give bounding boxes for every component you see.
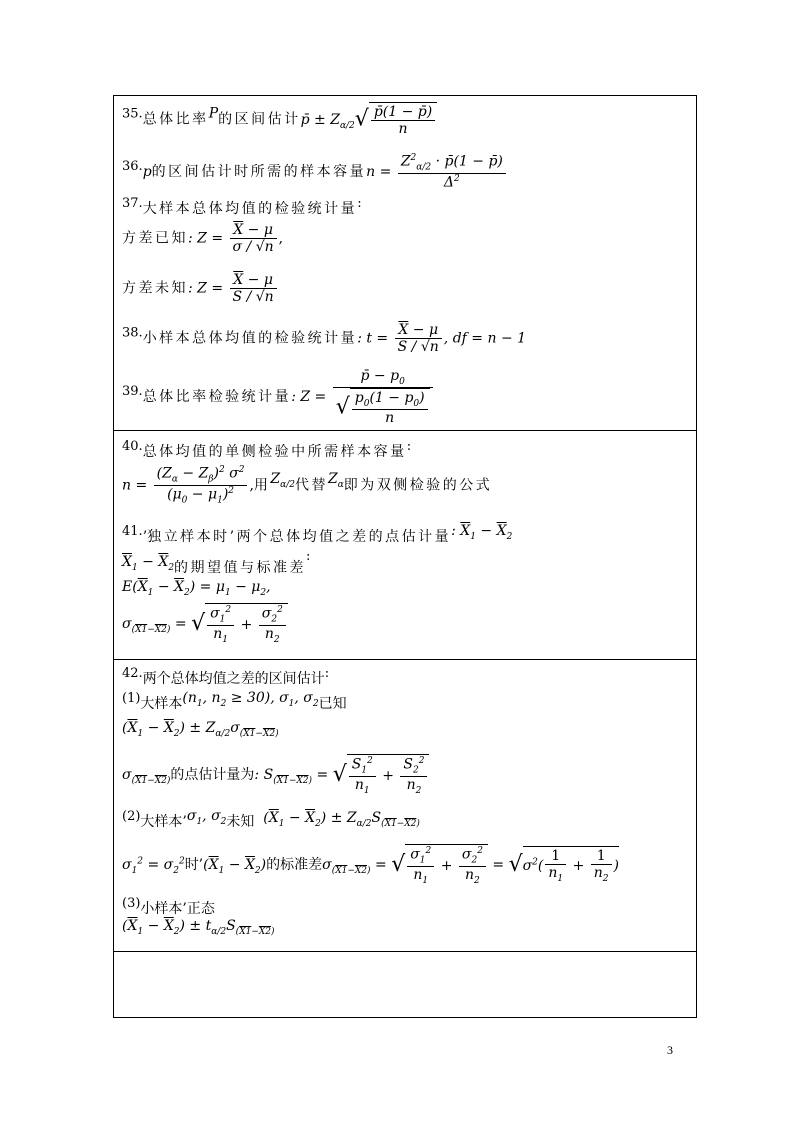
item-42-3-formula: $(\overline{X}_1 - \overline{X}_2) \pm t_{\alpha/2}S_{(X1-X2)}$	[122, 918, 275, 937]
item-41-expect: $\overline{X}_1 - \overline{X}_2$的期望值与标准差:	[122, 549, 311, 576]
table-cell-1	[113, 95, 697, 431]
item-40: 40.总体均值的单侧检验中所需样本容量:	[122, 439, 412, 460]
item-39: 39.总体比率检验统计量: Z = p̄ − $p_0$ √ $\frac{p_0(1 - p_0)}{n}$	[122, 368, 435, 426]
item-42-2: (2)大样本$’\sigma_1$, $\sigma_2$未知 $(\overline{X}_1 - \overline{X}_2) \pm Z_{\alpha/2}S_{(X1-X2)}$	[122, 808, 420, 830]
item-41-sigma: $\sigma_{(X1-X2)}$ = √ $\frac{\sigma_1^2}{n_1}$ + $\frac{\sigma_2^2}{n_2}$	[122, 603, 288, 645]
item-40-formula: n = $\frac{(Z_\alpha - Z_\beta)^2 \sigma^2}{(\mu_0 - \mu_1)^2}$ ,用$Z_{\alpha/2}$代替$Z_\alpha$即为双侧检验的公式	[122, 465, 493, 506]
item-42-1: (1)大样本($n_1$, $n_2 \ge 30$), $\sigma_1$, $\sigma_2$已知	[122, 690, 347, 712]
table-cell-3	[113, 659, 697, 952]
item-41-E: $E(\overline{X}_1 - \overline{X}_2) = \mu_1 - \mu_2$,	[122, 579, 271, 598]
item-42: 42.两个总体均值之差的区间估计:	[122, 666, 330, 687]
item-42-2-sd: $\sigma_1^2 = \sigma_2^2$时$’(\overline{X}_1 - \overline{X}_2)$的标准差$\sigma_{(X1-X2)}$ = √ $\frac{\sigma_1^2}{n_1}$ + $\frac{\sigma_2^2}{n_2}$ = $√\sigma^2$( $\frac{1}{n_1}$ + $\frac{1}{n_2}$ )	[122, 846, 619, 886]
table-cell-2	[113, 430, 697, 660]
item-37: 37.大样本总体均值的检验统计量:	[122, 196, 362, 217]
item-42-1-formula: $(\overline{X}_1 - \overline{X}_2) \pm Z_{\alpha/2}\sigma_{(X1-X2)}$	[122, 720, 279, 739]
item-42-3: (3)小样本’正态	[122, 896, 215, 917]
item-35: 35.总体比率P的区间估计p̄ ± $Z_{\alpha/2}√$ $\frac{p̄(1 - p̄)}{n}$	[122, 102, 437, 137]
item-37-known: 方差已知: Z = $\frac{\overline{X} - \mu}{\sigma / √n}$ ,	[122, 222, 284, 256]
table-cell-4-empty	[113, 951, 697, 1018]
item-41: 41.’独立样本时’两个总体均值之差的点估计量: $\overline{X}_1 - \overline{X}_2$	[122, 523, 513, 545]
item-42-1-point: $\sigma_{(X1-X2)}$的点估计量为: $S_{(X1-X2)}$ = √ $\frac{S_1^2}{n_1}$ + $\frac{S_2^2}{n_2}$	[122, 754, 429, 796]
item-36: 36.p的区间估计时所需的样本容量n = $\frac{Z^2_{\alpha/2} \cdot p̄(1 - p̄)}{\Delta^2}$	[122, 153, 508, 191]
item-38: 38.小样本总体均值的检验统计量: t = $\frac{\overline{X} - \mu}{S / √n}$ , df = n − 1	[122, 322, 527, 356]
page-number: 3	[667, 1043, 673, 1057]
item-37-unknown: 方差未知: Z = $\frac{\overline{X} - \mu}{S / √n}$	[122, 272, 279, 305]
